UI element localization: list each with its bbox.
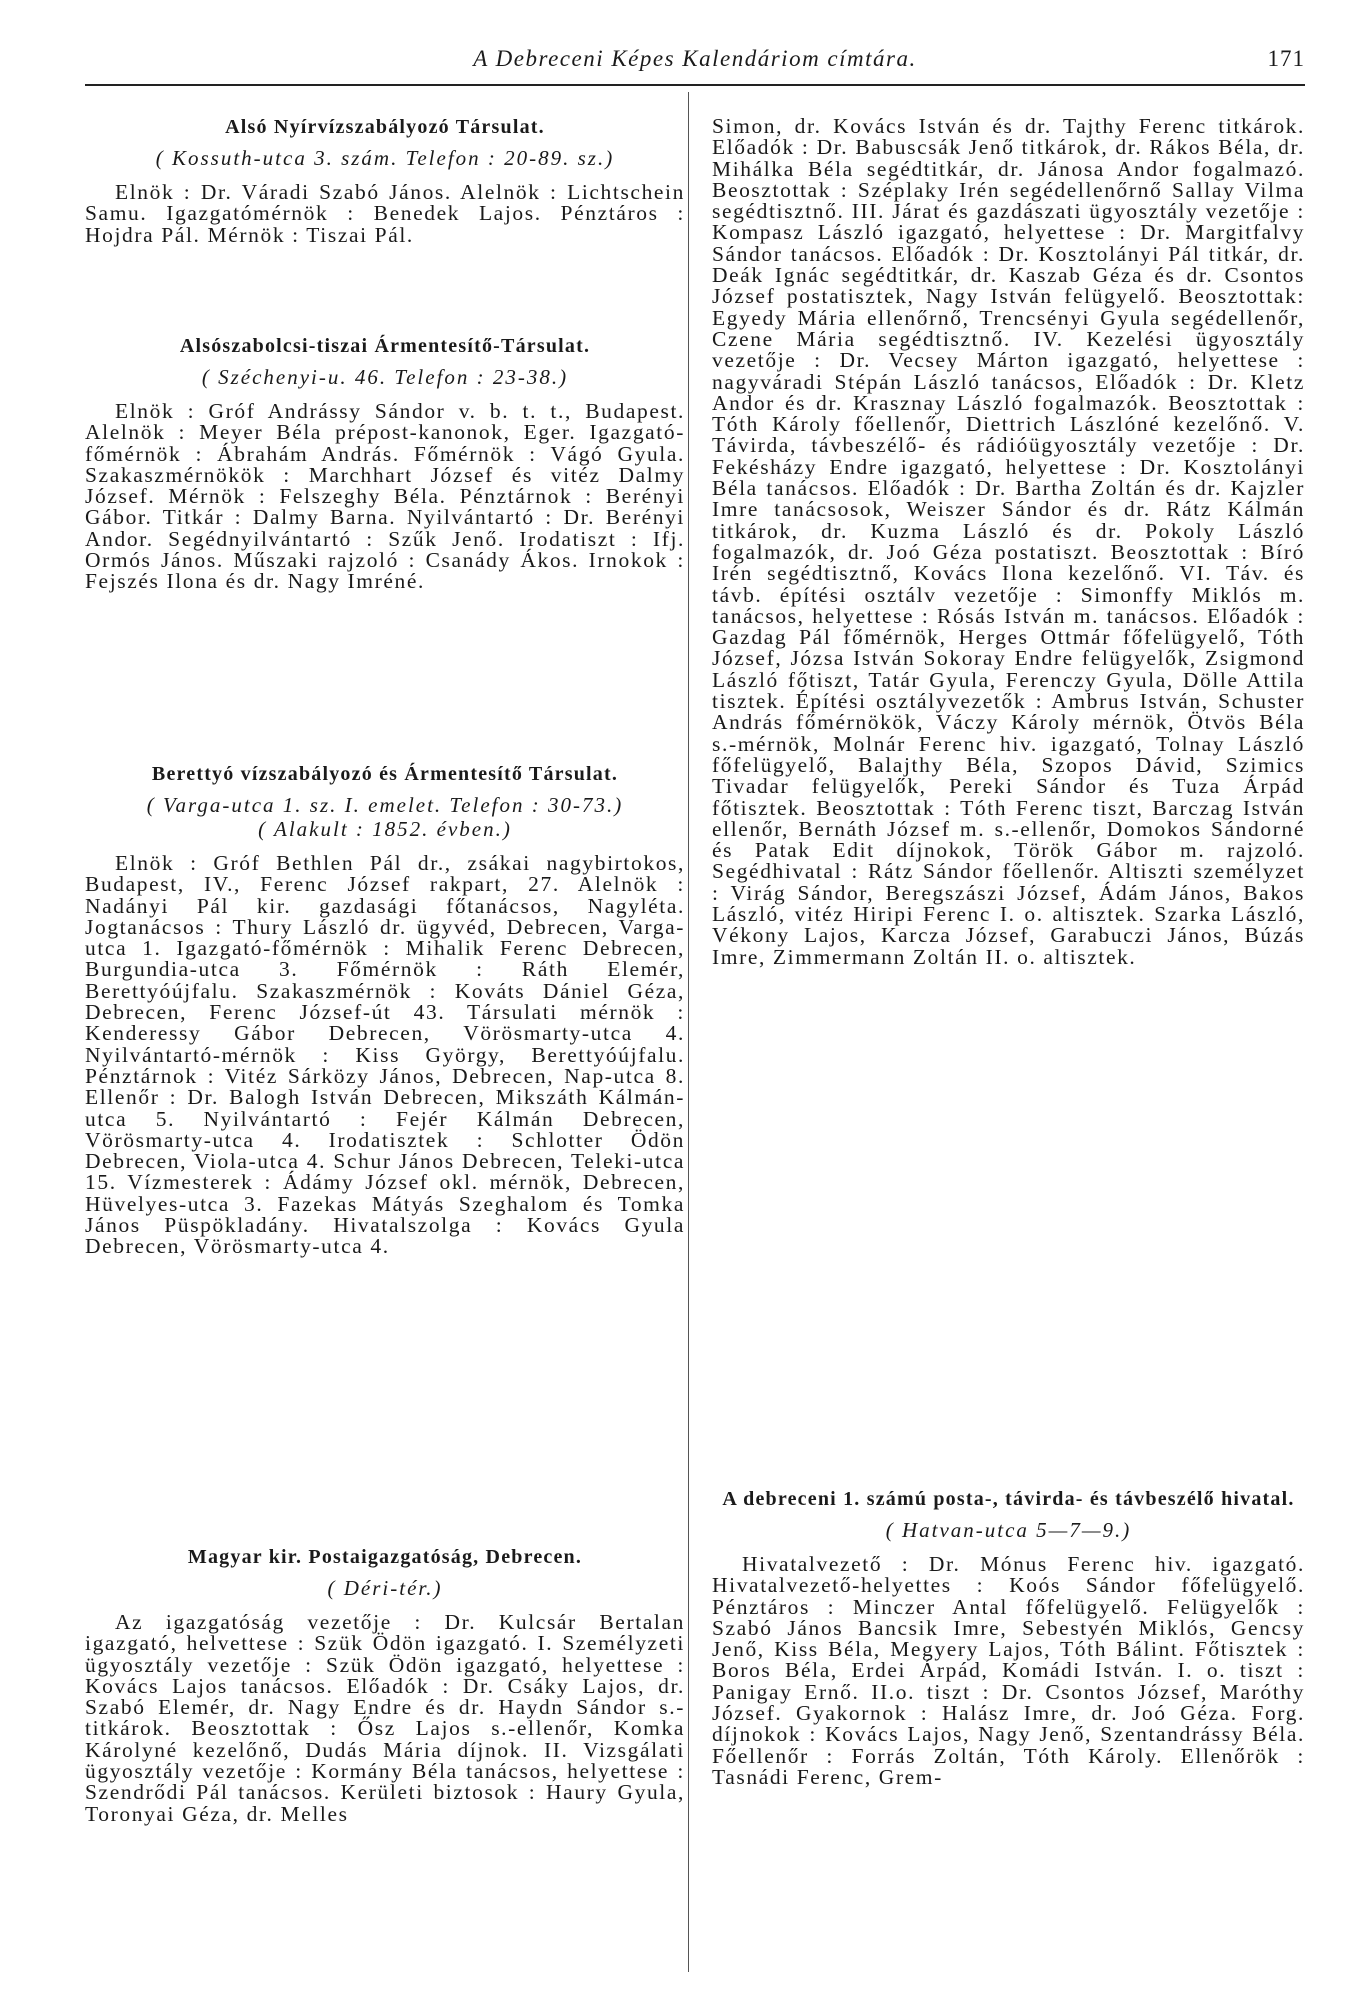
column-divider xyxy=(688,92,689,1972)
entry-also-nyirvizszabalyozo xyxy=(85,114,685,246)
entry-body: Hivatalvezető : Dr. Mónus Ferenc hiv. igazgató. Hivatalvezető-helyettes : Koós Sándor főfelügyelő. Pénztáros : Minczer Antal főfelügyelő. Felügyelők : Szabó János Bancsik Imre, Sebestyén Miklós, Gencsy Jenő, Kiss Béla, Megyery Lajos, Tóth Bálint. Főtisztek : Boros Béla, Erdei Árpád, Komádi István. I. o. tiszt : Panigay Ernő. II.o. tiszt : Dr. Csontos József, Maróthy József. Gyakornok : Halász Imre, dr. Joó Géza. Forg. díjnokok : Kovács Lajos, Nagy Jenő, Szentandrássy Béla. Főellenőr : Forrás Zoltán, Tóth Károly. Ellenőrök : Tasnádi Ferenc, Grem- xyxy=(712,1552,1305,1789)
entry-address: ( Hatvan-utca 5—7—9.) xyxy=(885,1518,1132,1542)
page-number: 171 xyxy=(1267,46,1305,71)
entry-postaigazgatosag xyxy=(85,1544,685,1825)
entry-body: Az igazgatóság vezetője : Dr. Kulcsár Bertalan igazgató, helvettese : Szük Ödön igazgató. I. Személyzeti ügyosztály vezetője : Szük Ödön igazgató, helyettese : Kovács Lajos tanácsos. Előadók : Dr. Csáky Lajos, dr. Szabó Elemér, dr. Nagy Endre és dr. Haydn Sándor s.-titkárok. Beosztottak : Ősz Lajos s.-ellenőr, Komka Károlyné kezelőnő, Dudás Mária díjnok. II. Vizsgálati ügyosztály vezetője : Kormány Béla tanácsos, helyettese : Szendrődi Pál tanácsos. Kerületi biztosok : Haury Gyula, Toronyai Géza, dr. Melles xyxy=(85,1610,685,1826)
page-header xyxy=(85,40,1305,86)
entry-body: Elnök : Gróf Andrássy Sándor v. b. t. t., Budapest. Alelnök : Meyer Béla prépost-kanonok, Eger. Igazgató-főmérnök : Ábrahám András. Főmérnök : Vágó Gyula. Szakaszmérnökök : Marchhart József és vitéz Dalmy József. Mérnök : Felszeghy Béla. Pénztárnok : Berényi Gábor. Titkár : Dalmy Barna. Nyilvántartó : Dr. Berényi Andor. Segédnyilvántartó : Szűk Jenő. Irodatiszt : Ifj. Ormós János. Műszaki rajzoló : Csanády Ákos. Irnokok : Fejszés Ilona és dr. Nagy Imréné. xyxy=(85,399,685,594)
entry-body: Elnök : Dr. Váradi Szabó János. Alelnök : Lichtschein Samu. Igazgatómérnök : Benedek Lajos. Pénztáros : Hojdra Pál. Mérnök : Tiszai Pál. xyxy=(85,180,685,247)
entry-title: Alsó Nyírvízszabályozó Társulat. xyxy=(225,116,545,138)
running-title: A Debreceni Képes Kalendáriom címtára. xyxy=(473,46,917,71)
entry-address: ( Széchenyi-u. 46. Telefon : 23-38.) xyxy=(201,365,569,389)
entry-berettyo-tarsulat xyxy=(85,761,685,1258)
entry-address: ( Varga-utca 1. sz. I. emelet. Telefon : 30-73.) xyxy=(146,793,624,817)
entry-title: Berettyó vízszabályozó és Ármentesítő Társulat. xyxy=(151,763,619,785)
entry-address: ( Déri-tér.) xyxy=(327,1576,443,1600)
entry-founded: ( Alakult : 1852. évben.) xyxy=(258,817,512,841)
entry-title: Alsószabolcsi-tiszai Ármentesítő-Társulat. xyxy=(179,335,591,357)
entry-posta-hivatal-1 xyxy=(712,1486,1305,1788)
entry-title: A debreceni 1. számú posta-, távirda- és távbeszélő hivatal. xyxy=(722,1488,1295,1510)
entry-body-continued: Simon, dr. Kovács István és dr. Tajthy Ferenc titkárok. Előadók : Dr. Babuscsák Jenő titkárok, dr. Rákos Béla, dr. Mihálka Béla segédtitkár, dr. Jánosa Andor fogalmazó. Beosztottak : Széplaky Irén segédellenőrnő Sallay Vilma segédtisztnő. III. Járat és gazdászati ügyosztály vezetője : Kompasz László igazgató, helyettese : Dr. Margitfalvy Sándor tanácsos. Előadók : Dr. Kosztolányi Pál titkár, dr. Deák Ignác segédtitkár, dr. Kaszab Géza és dr. Csontos József postatisztek, Nagy István felügyelő. Beosztottak: Egyedy Mária ellenőrnő, Trencsényi Gyula segédellenőr, Czene Mária segédtisztnő. IV. Kezelési ügyosztály vezetője : Dr. Vecsey Márton igazgató, helyettese : nagyváradi Stépán László tanácsos, Előadók : Dr. Kletz Andor és dr. Krasznay László fogalmazók. Beosztottak : Tóth Károly főellenőr, Diettrich Lászlóné kezelőnő. V. Távirda, távbeszélő- és rádióügyosztály vezetője : Dr. Fekésházy Endre igazgató, helyettese : Dr. Kosztolányi Béla tanácsos. Előadók : Dr. Bartha Zoltán és dr. Kajzler Imre tanácsosok, Weiszer Sándor és dr. Rátz Kálmán titkárok, dr. Kuzma László és dr. Pokoly László fogalmazók, dr. Joó Géza postatiszt. Beosztottak : Bíró Irén segédtisztnő, Kovács Ilona kezelőnő. VI. Táv. és távb. építési osztálv vezetője : Simonffy Miklós m. tanácsos, helyettese : Rósás István m. tanácsos. Előadók : Gazdag Pál főmérnök, Herges Ottmár főfelügyelő, Tóth József, Józsa István Sokoray Endre felügyelők, Zsigmond László főtiszt, Tatár Gyula, Ferenczy Gyula, Dölle Attila tisztek. Építési osztályvezetők : Ambrus István, Schuster András főmérnökök, Váczy Károly mérnök, Ötvös Béla s.-mérnök, Molnár Ferenc hiv. igazgató, Tolnay László főfelügyelő, Balajthy Béla, Szopos Dávid, Szimics Tivadar felügyelők, Pereki Sándor és Tuza Árpád főtisztek. Beosztottak : Tóth Ferenc tiszt, Barczag István ellenőr, Bernáth József m. s.-ellenőr, Domokos Sándorné és Patak Edit díjnokok, Török Gábor m. rajzoló. Segédhivatal : Rátz Sándor főellenőr. Altiszti személyzet : Virág Sándor, Beregszászi József, Ádám János, Bakos László, vitéz Hiripi Ferenc I. o. altisztek. Szarka László, Vékony Lajos, Karcza József, Garabuczi János, Búzás Imre, Zimmermann Zoltán II. o. altisztek. xyxy=(712,114,1305,969)
entry-alsoszabolcsi-armentesito xyxy=(85,333,685,593)
entry-address: ( Kossuth-utca 3. szám. Telefon : 20-89. sz.) xyxy=(155,146,615,170)
entry-postaigazgatosag-continued xyxy=(712,116,1305,968)
entry-title: Magyar kir. Postaigazgatóság, Debrecen. xyxy=(187,1546,583,1568)
entry-body: Elnök : Gróf Bethlen Pál dr., zsákai nagybirtokos, Budapest, IV., Ferenc József rakpart, 27. Alelnök : Nadányi Pál kir. gazdasági főtanácsos, Nagyléta. Jogtanácsos : Thury László dr. ügyvéd, Debrecen, Varga-utca 1. Igazgató-főmérnök : Mihalik Ferenc Debrecen, Burgundia-utca 3. Főmérnök : Ráth Elemér, Berettyóújfalu. Szakaszmérnök : Kováts Dániel Géza, Debrecen, Ferenc József-út 43. Társulati mérnök : Kenderessy Gábor Debrecen, Vörösmarty-utca 4. Nyilvántartó-mérnök : Kiss György, Berettyóújfalu. Pénztárnok : Vitéz Sárközy János, Debrecen, Nap-utca 8. Ellenőr : Dr. Balogh István Debrecen, Mikszáth Kálmán-utca 5. Nyilvántartó : Fejér Kálmán Debrecen, Vörösmarty-utca 4. Irodatisztek : Schlotter Ödön Debrecen, Viola-utca 4. Schur János Debrecen, Teleki-utca 15. Vízmesterek : Ádámy József okl. mérnök, Debrecen, Hüvelyes-utca 3. Fazekas Mátyás Szeghalom és Tomka János Püspökladány. Hivatalszolga : Kovács Gyula Debrecen, Vörösmarty-utca 4. xyxy=(85,851,685,1259)
